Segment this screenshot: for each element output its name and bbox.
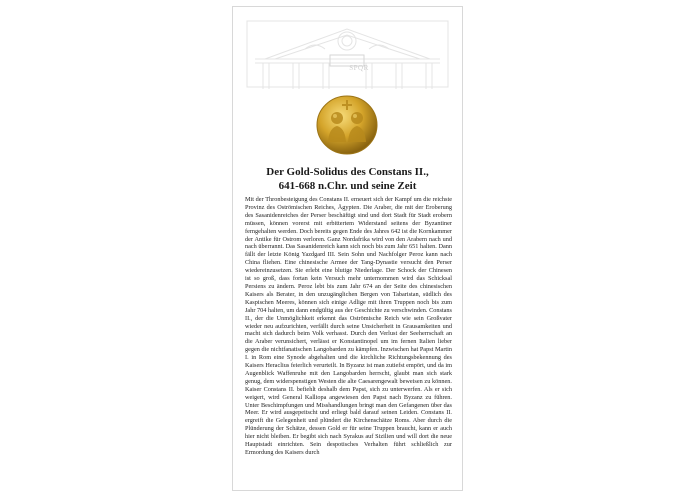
- roman-architecture-watermark: [245, 19, 450, 89]
- coin-info-card: [232, 6, 463, 491]
- article-title-line-1: Der Gold-Solidus des Constans II.,: [266, 166, 429, 178]
- gold-solidus-coin-image: [315, 92, 379, 156]
- article-body: Mit der Thronbesteigung des Constans II. erneuert sich der Kampf um die reichste Provinz des Oströmischen Reiches, Ägypten. Die Araber, die mit der Eroberung des Sasanidenreiches der Perser beschäftigt sind und dort Stadt für Stadt erobern müssen, können vorerst mit erbittertem Widerstand seitens der Byzantiner ferngehalten werden. Doch bereits gegen Ende des Jahres 642 ist die Kornkammer der Antike für Ostrom verloren. Ganz Nordafrika wird von den Arabern nach und nach überrannt. Das Sasanidenreich kann sich noch bis zum Jahr 651 halten. Dann fällt der letzte König Yazdgard III. Sein Sohn und Nachfolger Peroz kann nach China fliehen. Eine chinesische Armee der Tang-Dynastie versucht den Perser wiedereinzusetzen. Sie erlebt eine blutige Niederlage. Der Schock der Chinesen ist so groß, dass fortan kein Versuch mehr unternommen wird das Schicksal Persiens zu ändern. Peroz lebt bis zum Jahr 674 an der Seite des chinesischen Kaisers als Berater, in den unzugänglichen Bergen von Tabaristan, südlich des Kaspischen Meeres, können sich einige Adlige mit ihren Truppen noch bis zum Jahr 704 halten, um dann endgültig aus der Geschichte zu verschwinden. Constans II., der die Unmöglichkeit erkennt das Oströmische Reich wie sein Großvater wieder neu aufzurichten, verfällt durch seine Unsicherheit in Grausamkeiten und macht sich dadurch beim Volk verhasst. Durch den Verlust der Seeherrschaft an die Araber verunsichert, verlässt er Konstantinopel um im fernen Italien lieber gegen die nichtfanatischen Langobarden zu kämpfen. Inzwischen hat Papst Martin I. in Rom eine Synode abgehalten und die kirchliche Richtungsbekennung des Kaisers Heraclius feierlich verurteilt. In Byzanz ist man zutiefst empört, und da im Augenblick Waffenruhe mit den Langobarden herrscht, glaubt man sich stark genug, dem widerspenstigen Westen die alte Caesarengewalt beweisen zu können. Kaiser Constans II. befiehlt deshalb dem Papst, sich zu unterwerfen. Als er sich weigert, wird General Kalliopa angewiesen den Papst nach Byzanz zu führen. Unter Beschimpfungen und Misshandlungen bringt man den Gefangenen über das Meer. Er wird ausgepeitscht und erliegt bald darauf seinen Leiden. Constans II. ergreift die Gelegenheit und plündert die Kirchenschätze Roms. Aber durch die Plünderung der Schätze, dessen Gold er für seine Truppen braucht, kann er auch hier nicht bleiben. Er begibt sich nach Syrakus auf Sizilien und will dort die neue Hauptstadt einrichten. Sein despotisches Verhalten führt schließlich zur Ermordung des Kaisers durch: [245, 196, 452, 456]
- temple-facade-watermark: [245, 19, 450, 89]
- spqr-label: SPQR: [349, 64, 369, 72]
- article-title: [241, 165, 454, 193]
- article-title-line-2: 641-668 n.Chr. und seine Zeit: [278, 180, 417, 192]
